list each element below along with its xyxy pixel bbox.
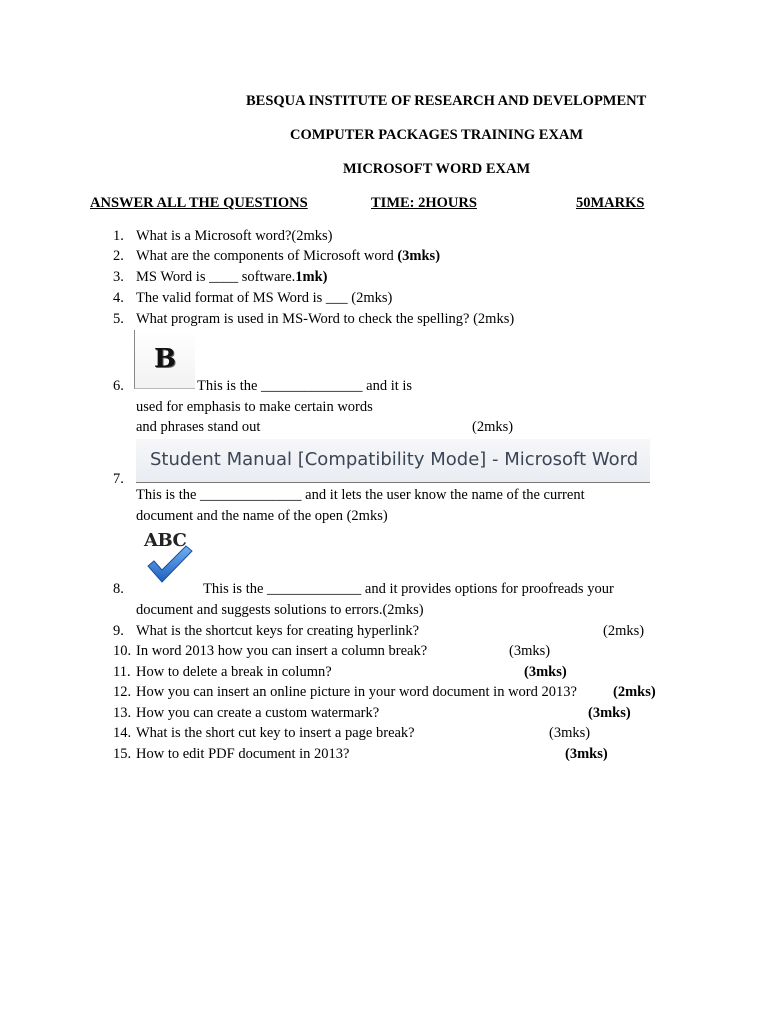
question-number: 7. [113, 471, 124, 487]
question-text: What is the shortcut keys for creating hyperlink? [136, 623, 420, 639]
marks-text: 50MARKS [576, 195, 645, 211]
question-number: 13. [113, 705, 132, 721]
question-marks: (3mks) [565, 746, 608, 762]
question-text: This is the ______________ and it is [197, 378, 413, 394]
question-text-line3: and phrases stand out [136, 419, 261, 435]
question-number: 5. [113, 311, 124, 327]
subject-title: MICROSOFT WORD EXAM [343, 161, 531, 177]
question-text: What is a Microsoft word?(2mks) [136, 228, 333, 244]
question-text: MS Word is ____ software.1mk) [136, 269, 328, 285]
question-marks: (3mks) [588, 705, 631, 721]
question-number: 2. [113, 248, 124, 264]
question-number: 1. [113, 228, 124, 244]
question-text: This is the _____________ and it provides options for proofreads your [203, 581, 614, 597]
question-text: This is the ______________ and it lets the user know the name of the current [136, 487, 585, 503]
question-marks: (3mks) [549, 725, 591, 741]
question-text: What are the components of Microsoft word (3mks) [136, 248, 441, 264]
question-text: What program is used in MS-Word to check the spelling? (2mks) [136, 311, 515, 327]
time-text: TIME: 2HOURS [371, 195, 477, 211]
question-number: 3. [113, 269, 124, 285]
question-number: 6. [113, 378, 124, 394]
question-number: 4. [113, 290, 124, 306]
question-text: How to delete a break in column? [136, 664, 332, 680]
bold-icon: B [134, 330, 195, 389]
question-text: What is the short cut key to insert a page break? [136, 725, 415, 741]
question-number: 12. [113, 684, 132, 700]
spelling-icon-text: ABC [144, 530, 187, 551]
question-marks: (2mks) [603, 623, 645, 639]
instruction-text: ANSWER ALL THE QUESTIONS [90, 195, 308, 211]
question-text: How you can create a custom watermark? [136, 705, 380, 721]
question-text: How to edit PDF document in 2013? [136, 746, 350, 762]
question-text-line2: document and suggests solutions to errors.(2mks) [136, 602, 424, 618]
question-marks: (2mks) [472, 419, 514, 435]
question-text: The valid format of MS Word is ___ (2mks) [136, 290, 393, 306]
question-text-line2: used for emphasis to make certain words [136, 399, 373, 415]
check-mark-icon [140, 530, 200, 586]
question-marks: 1mk) [295, 269, 328, 285]
question-number: 15. [113, 746, 132, 762]
question-marks: (3mks) [509, 643, 551, 659]
title-bar-image [136, 439, 650, 483]
institute-title: BESQUA INSTITUTE OF RESEARCH AND DEVELOPMENT [246, 93, 647, 109]
question-marks: (3mks) [524, 664, 567, 680]
question-number: 10. [113, 643, 132, 659]
question-number: 11. [113, 664, 131, 680]
question-text: How you can insert an online picture in your word document in word 2013? [136, 684, 577, 700]
question-text: In word 2013 how you can insert a column break? [136, 643, 428, 659]
spelling-check-icon [140, 530, 202, 586]
question-number: 8. [113, 581, 124, 597]
question-number: 14. [113, 725, 132, 741]
question-number: 9. [113, 623, 124, 639]
title-bar-caption: Student Manual [Compatibility Mode] - Microsoft Word [150, 449, 639, 470]
exam-title: COMPUTER PACKAGES TRAINING EXAM [290, 127, 584, 143]
question-marks: (2mks) [613, 684, 656, 700]
question-marks: (3mks) [397, 248, 441, 264]
question-text-line2: document and the name of the open (2mks) [136, 508, 388, 524]
